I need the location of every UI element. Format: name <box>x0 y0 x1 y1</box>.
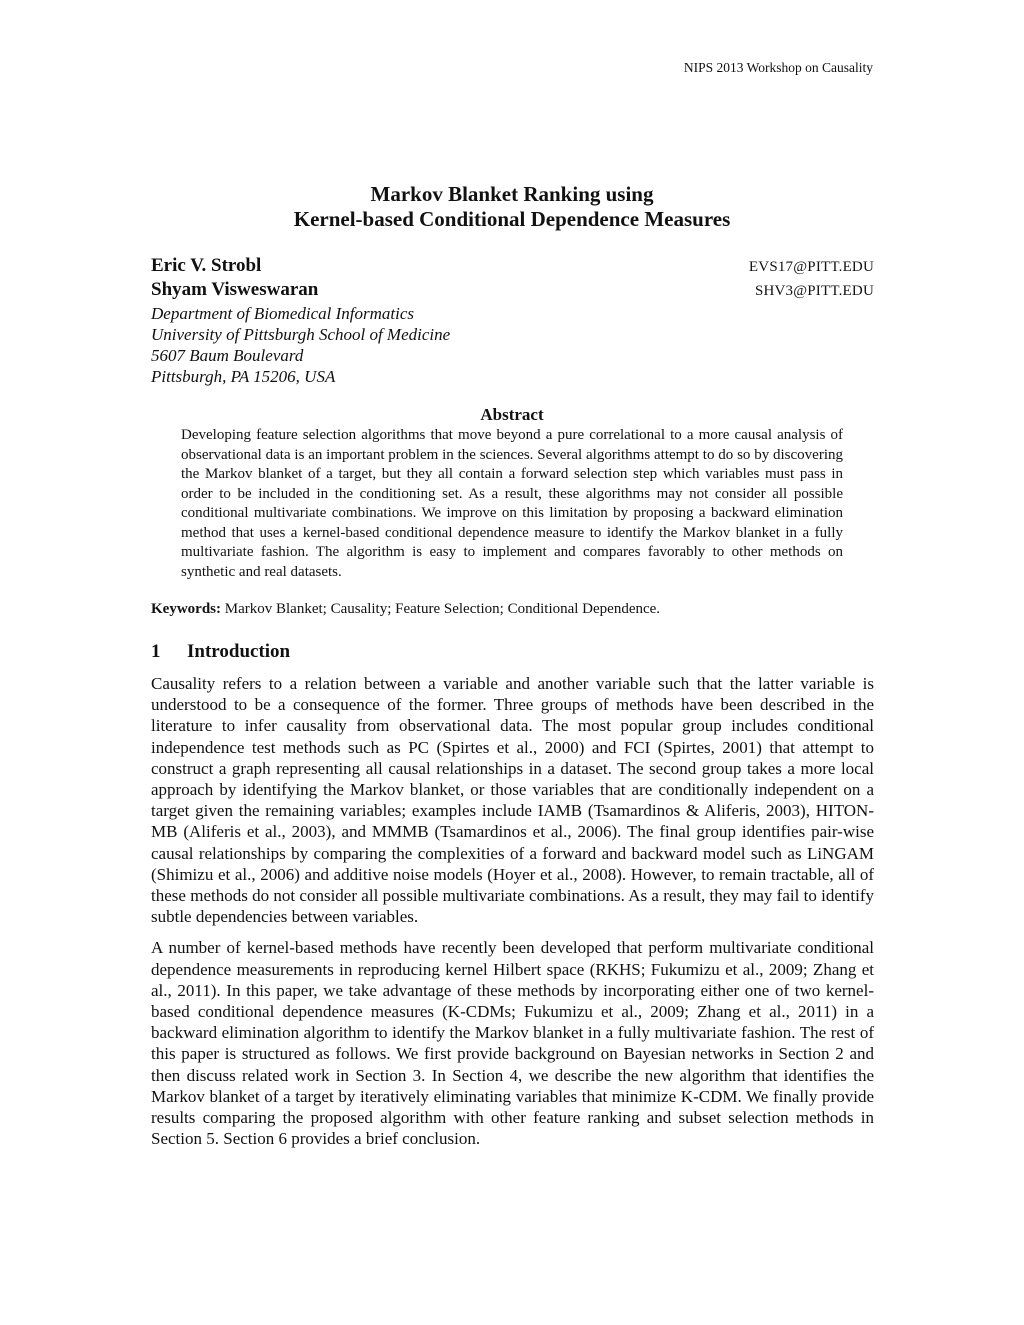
paper-title-line-1: Markov Blanket Ranking using <box>370 182 654 206</box>
author-name: Eric V. Strobl <box>151 255 262 276</box>
paper-title-line-2: Kernel-based Conditional Dependence Measures <box>293 207 731 231</box>
author-block <box>151 255 874 387</box>
author-email: EVS17@PITT.EDU <box>748 259 874 275</box>
keywords <box>151 599 874 619</box>
keywords-text: Markov Blanket; Causality; Feature Selection; Conditional Dependence. <box>224 601 661 617</box>
affiliation-department: Department of Biomedical Informatics <box>151 304 414 323</box>
affiliation-street: 5607 Baum Boulevard <box>151 346 304 365</box>
abstract-text: Developing feature selection algorithms that move beyond a pure correlational to a more causal analysis of observational data is an important problem in the sciences. Several algorithms attempt to do so by discovering the Markov blanket of a target, but they all contain a forward selection step which variables must pass in order to be included in the conditioning set. As a result, these algorithms may not consider all possible conditional multivariate combinations. We improve on this limitation by proposing a backward elimination method that uses a kernel-based conditional dependence measure to identify the Markov blanket in a fully multivariate fashion. The algorithm is easy to implement and compares favorably to other methods on synthetic and real datasets. <box>181 427 843 580</box>
author-email: SHV3@PITT.EDU <box>754 283 874 299</box>
abstract-heading: Abstract <box>480 405 544 424</box>
author-row <box>151 255 874 279</box>
author-row <box>151 279 874 303</box>
author-name: Shyam Visweswaran <box>151 279 319 300</box>
affiliation-university: University of Pittsburgh School of Medicine <box>151 325 451 344</box>
paragraph: A number of kernel-based methods have recently been developed that perform multivariate conditional dependence measurements in reproducing kernel Hilbert space (RKHS; Fukumizu et al., 2009; Zhang et al., 2011). In this paper, we take advantage of these methods by incorporating either one of two kernel-based conditional dependence measures (K-CDMs; Fukumizu et al., 2009; Zhang et al., 2011) in a backward elimination algorithm to identify the Markov blanket in a fully multivariate fashion. The rest of this paper is structured as follows. We first provide background on Bayesian networks in Section 2 and then discuss related work in Section 3. In Section 4, we describe the new algorithm that identifies the Markov blanket of a target by iteratively eliminating variables that minimize K-CDM. We finally provide results comparing the proposed algorithm with other feature ranking and subset selection methods in Section 5. Section 6 provides a brief conclusion. <box>151 938 874 1149</box>
paper-title <box>0 182 1024 232</box>
introduction-body <box>151 673 874 1149</box>
paragraph: Causality refers to a relation between a variable and another variable such that the latter variable is understood to be a consequence of the former. Three groups of methods have been described in the literature to infer causality from observational data. The most popular group includes conditional independence test methods such as PC (Spirtes et al., 2000) and FCI (Spirtes, 2001) that attempt to construct a graph representing all causal relationships in a dataset. The second group takes a more local approach by identifying the Markov blanket, or those variables that are conditionally independent on a target given the remaining variables; examples include IAMB (Tsamardinos & Aliferis, 2003), HITON-MB (Aliferis et al., 2003), and MMMB (Tsamardinos et al., 2006). The final group identifies pair-wise causal relationships by comparing the complexities of a forward and backward model such as LiNGAM (Shimizu et al., 2006) and additive noise models (Hoyer et al., 2008). However, to remain tractable, all of these methods do not consider all possible multivariate combinations. As a result, they may fail to identify subtle dependencies between variables. <box>151 674 874 927</box>
affiliation-city: Pittsburgh, PA 15206, USA <box>151 367 336 386</box>
keywords-label: Keywords: <box>151 601 221 617</box>
section-heading-introduction <box>151 640 290 664</box>
section-title: Introduction <box>187 641 291 662</box>
section-number: 1 <box>151 641 161 662</box>
running-header: NIPS 2013 Workshop on Causality <box>683 60 873 75</box>
